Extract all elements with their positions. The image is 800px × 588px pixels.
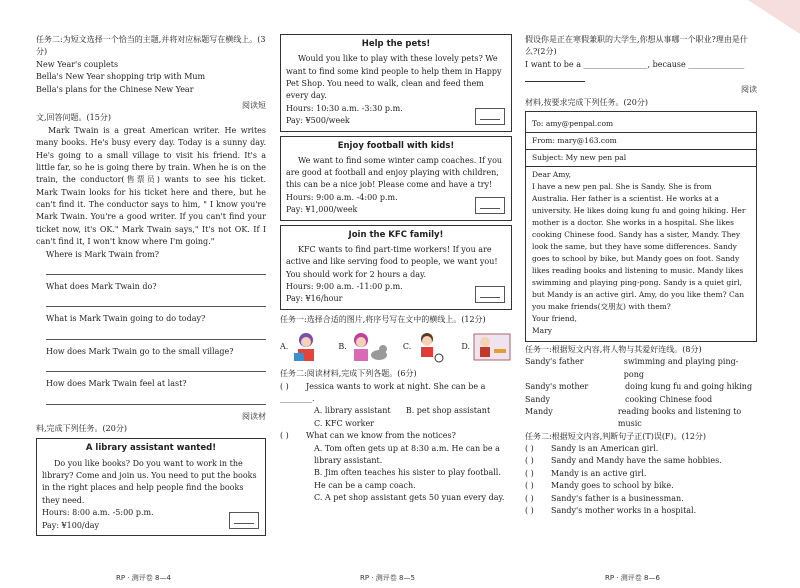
- answer-line[interactable]: [46, 326, 266, 340]
- ad-body: We want to find some winter camp coaches. If you are good at football and enjoy playing with children, this can be a nice job! Please come and have a try!: [286, 155, 503, 190]
- match-row: [525, 356, 757, 381]
- answer-paren[interactable]: ( ): [525, 456, 534, 466]
- ad-title: Enjoy football with kids!: [337, 140, 455, 151]
- ad-hours: Hours: 10:30 a.m. -3:30 p.m.: [286, 103, 403, 113]
- email-letter: [525, 111, 757, 342]
- page-8-5: [280, 0, 512, 588]
- email-from: From: mary@163.com: [526, 133, 756, 150]
- topic-option: New Year's couplets: [36, 59, 119, 69]
- option: A. Tom often gets up at 8:30 a.m. He can be a library assistant.: [314, 443, 500, 465]
- ad-hours: Hours: 9:00 a.m. -11:00 p.m.: [286, 281, 403, 291]
- section-instruction: 材料,按要求完成下列任务。(20分): [525, 97, 648, 107]
- ad-pay: Pay: ¥1,000/week: [286, 205, 358, 215]
- library-ad-box: [36, 438, 266, 536]
- picture-label: C.: [402, 341, 412, 351]
- picture-label: D.: [461, 341, 470, 351]
- option: C. A pet shop assistant gets 50 yuan every day.: [314, 493, 505, 503]
- ad-pay: Pay: ¥100/day: [42, 520, 100, 530]
- email-signature: Mary: [532, 325, 552, 335]
- hobby[interactable]: doing kung fu and going hiking: [625, 382, 753, 392]
- question: How does Mark Twain feel at last?: [46, 379, 187, 389]
- picture-option-c: [403, 331, 447, 363]
- answer-line[interactable]: [525, 71, 585, 82]
- answer-paren[interactable]: ( ): [525, 493, 534, 503]
- match-row: [525, 394, 757, 406]
- question: What can we know from the notices?: [306, 431, 456, 441]
- hobby[interactable]: reading books and listening to music: [617, 406, 742, 429]
- page-footer: RP · 测评卷 8—6: [605, 574, 660, 583]
- person[interactable]: Sandy: [525, 394, 551, 404]
- ad-body: KFC wants to find part-time workers! If you are active and like serving food to people, we want you! You should work for 2 hours a day.: [286, 244, 498, 279]
- email-subject: Subject: My new pen pal: [526, 150, 756, 167]
- option: B. pet shop assistant: [405, 406, 491, 416]
- tf-statement: Sandy's father is a businessman.: [551, 493, 684, 503]
- food-server-icon: [472, 331, 512, 363]
- answer-paren[interactable]: ( ): [525, 444, 534, 454]
- match-row: [525, 381, 757, 393]
- picture-label: B.: [338, 341, 347, 351]
- pet-ad-box: [280, 34, 512, 132]
- answer-paren[interactable]: ( ): [280, 431, 289, 441]
- tf-statement: Sandy's mother works in a hospital.: [551, 506, 697, 516]
- picture-option-a: [280, 331, 324, 363]
- reading-boy-icon: [290, 331, 324, 363]
- answer-box[interactable]: [475, 286, 505, 303]
- email-greeting: Dear Amy,: [532, 169, 572, 179]
- section-instruction: 料,完成下列任务。(20分): [36, 423, 127, 433]
- email-body: I have a new pen pal. She is Sandy. She is from Australia. Her father is a scientist. He works at a university. He likes doing kung fu and going hiking. Her mother is a doctor. She works in a hospital. She likes cooking Chinese food. Sandy has a sister, Mandy. They look the same, but they have some differences. Sandy goes to school by bike, but Mandy goes on foot. Sandy likes reading books and listening to music. Mandy likes swimming and playing ping-pong. Sandy is a quiet girl, but Mandy is an active girl. Amy, do you like them? Can you make friends(交朋友) with them?: [532, 181, 746, 311]
- question: How does Mark Twain go to the small village?: [46, 346, 234, 356]
- topic-option: Bella's New Year shopping trip with Mum: [36, 72, 206, 82]
- tf-statement: Mandy goes to school by bike.: [551, 481, 674, 491]
- question: Jessica wants to work at night. She can be a ________.: [280, 381, 486, 403]
- answer-paren[interactable]: ( ): [525, 481, 534, 491]
- section-label: 阅读: [741, 85, 757, 95]
- girl-with-dog-icon: [349, 331, 389, 363]
- page-footer: RP · 测评卷 8—5: [360, 574, 415, 583]
- answer-box[interactable]: [229, 512, 259, 529]
- section-instruction: 文,回答问题。(15分): [36, 113, 111, 123]
- page-8-6: [525, 0, 757, 588]
- picture-option-d: [461, 331, 512, 363]
- answer-sentence[interactable]: I want to be a ________________, because ______________: [525, 59, 745, 69]
- hobby[interactable]: cooking Chinese food: [625, 394, 713, 404]
- answer-box[interactable]: [475, 197, 505, 214]
- page-8-4: [36, 0, 266, 588]
- topic-option: Bella's plans for the Chinese New Year: [36, 84, 194, 94]
- answer-paren[interactable]: ( ): [280, 381, 289, 391]
- person[interactable]: Sandy's father: [525, 357, 584, 367]
- picture-label: A.: [280, 341, 289, 351]
- tf-statement: Sandy and Mandy have the same hobbies.: [551, 456, 722, 466]
- email-to: To: amy@penpal.com: [526, 116, 756, 133]
- option: B. Jim often teaches his sister to play football. He can be a camp coach.: [314, 468, 501, 490]
- picture-option-b: [338, 331, 388, 363]
- question-list: [36, 249, 266, 405]
- ad-pay: Pay: ¥500/week: [286, 116, 350, 126]
- task2-title: 任务二:根据短文内容,判断句子正(T)误(F)。(12分): [525, 431, 707, 441]
- task2-title: 任务二:阅读材料,完成下列各题。(6分): [280, 369, 417, 379]
- intro-question: 假设你是正在寒假兼职的大学生,你想从事哪一个职业?理由是什么?(2分): [525, 35, 748, 57]
- ad-title: A library assistant wanted!: [85, 443, 217, 454]
- ad-hours: Hours: 8:00 a.m. -5:00 p.m.: [42, 508, 154, 518]
- mark-twain-passage: Mark Twain is a great American writer. He writes many books. He's busy every day. Today is a sunny day. He's going to a small village to visit his friend. It's a little far, so he is going there by train. When he is on the train, the conductor(售票员) wants to see his ticket. Mark Twain looks for his ticket here and there, but he can't find it. The conductor says to him, " I know you're Mark Twain. You're a good writer. If you can't find your ticket now, it's OK." Mark Twain says," It's not OK. If I can't find it, I won't know where I'm going.": [36, 125, 266, 247]
- answer-box[interactable]: [475, 108, 505, 125]
- option: C. KFC worker: [314, 418, 375, 428]
- question: What does Mark Twain do?: [46, 282, 157, 292]
- kfc-ad-box: [280, 225, 512, 310]
- ad-body: Would you like to play with these lovely pets? We want to find some kind people to help them in Happy Pet Shop. You need to walk, clean and feed them every day.: [286, 54, 502, 101]
- answer-paren[interactable]: ( ): [525, 506, 534, 516]
- ad-body: Do you like books? Do you want to work in the library? Come and join us. You need to put the books in the right places and help people find the books they need.: [42, 458, 257, 505]
- football-boy-icon: [413, 331, 447, 363]
- task1-title: 任务一:选择合适的图片,将序号写在文中的横线上。(12分): [280, 314, 486, 324]
- tf-statement: Mandy is an active girl.: [551, 468, 647, 478]
- email-closing: Your friend,: [532, 313, 577, 323]
- ad-title: Help the pets!: [361, 39, 431, 49]
- picture-options: [280, 330, 512, 364]
- ad-hours: Hours: 9:00 a.m. -4:00 p.m.: [286, 192, 398, 202]
- section-label: 阅读材: [242, 411, 266, 421]
- section-label: 阅读短: [242, 100, 266, 110]
- answer-line[interactable]: [46, 293, 266, 307]
- option: A. library assistant: [314, 406, 391, 416]
- task2-title: 任务二:为短文选择一个恰当的主题,并将对应标题写在横线上。(3分): [36, 35, 266, 57]
- answer-line[interactable]: [46, 391, 266, 405]
- person[interactable]: Sandy's mother: [525, 382, 589, 392]
- task1-title: 任务一:根据短文内容,将人物与其爱好连线。(8分): [525, 344, 702, 354]
- hobby[interactable]: swimming and playing ping-pong: [623, 357, 739, 379]
- question: Where is Mark Twain from?: [46, 249, 159, 259]
- answer-line[interactable]: [46, 261, 266, 275]
- page-footer: RP · 测评卷 8—4: [116, 574, 171, 583]
- answer-paren[interactable]: ( ): [525, 468, 534, 478]
- football-ad-box: [280, 136, 512, 221]
- tf-statement: Sandy is an American girl.: [551, 444, 659, 454]
- ad-title: Join the KFC family!: [348, 229, 444, 240]
- match-row: [525, 406, 757, 431]
- ad-pay: Pay: ¥16/hour: [286, 294, 343, 304]
- person[interactable]: Mandy: [525, 406, 553, 416]
- question: What is Mark Twain going to do today?: [46, 314, 206, 324]
- answer-line[interactable]: [46, 358, 266, 372]
